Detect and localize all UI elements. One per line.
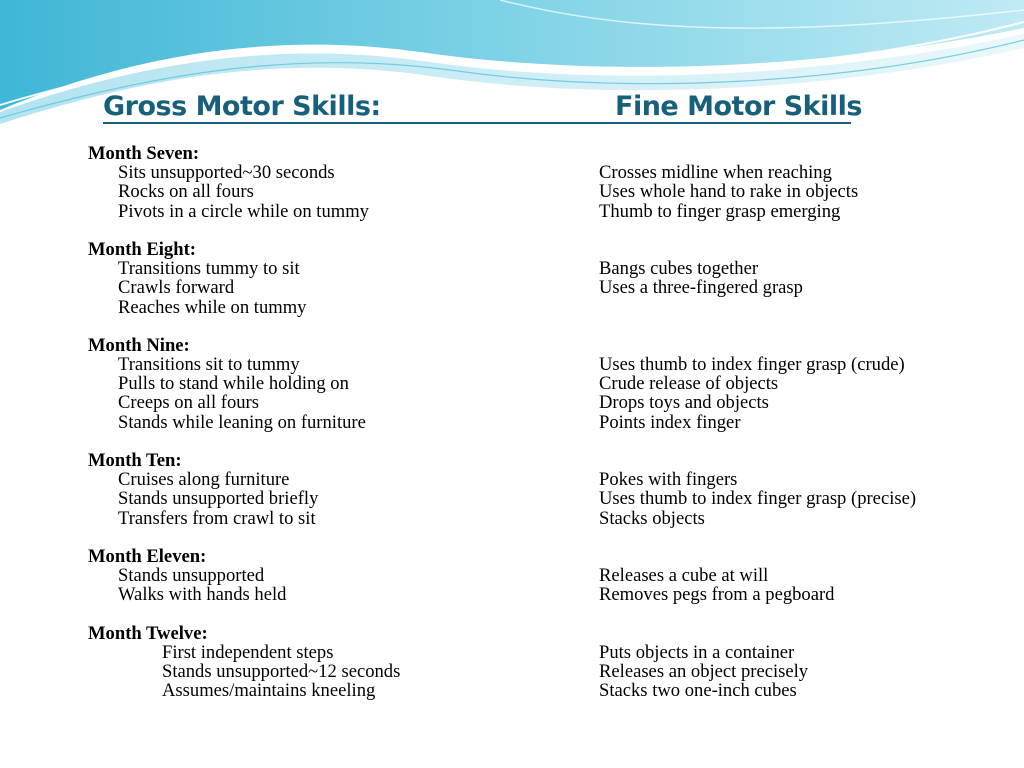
month-eight-block (88, 238, 803, 318)
skill-row (88, 200, 841, 222)
skill-row (88, 488, 917, 510)
fine-skill: Crosses midline when reaching (599, 162, 832, 184)
month-heading: Month Eleven: (88, 545, 207, 567)
gross-motor-heading: Gross Motor Skills: (103, 91, 381, 122)
slide-title (103, 91, 862, 124)
skills-table (88, 143, 917, 720)
gross-skill: Creeps on all fours (118, 392, 259, 414)
fine-skill: Removes pegs from a pegboard (599, 584, 835, 606)
skill-row (88, 565, 769, 587)
gross-skill: Transfers from crawl to sit (118, 507, 316, 529)
skill-row (88, 277, 803, 299)
skill-row (88, 584, 835, 606)
skill-row (88, 680, 797, 702)
fine-skill: Drops toys and objects (599, 392, 769, 414)
fine-skill: Uses whole hand to rake in objects (599, 181, 859, 203)
gross-skill: Cruises along furniture (118, 469, 290, 491)
month-twelve-block (88, 622, 809, 702)
fine-skill: Thumb to finger grasp emerging (599, 200, 841, 222)
fine-skill: Uses thumb to index finger grasp (crude) (599, 354, 905, 376)
skill-row (88, 641, 795, 663)
skill-row (88, 354, 905, 376)
gross-skill: Stands unsupported briefly (118, 488, 319, 510)
gross-skill: Transitions sit to tummy (118, 354, 300, 376)
month-ten-block (88, 450, 917, 529)
gross-skill: Stands unsupported (118, 565, 265, 587)
fine-motor-heading: Fine Motor Skills (615, 91, 862, 122)
gross-skill: Transitions tummy to sit (118, 258, 300, 280)
skill-row (88, 392, 769, 414)
gross-skill: Crawls forward (118, 277, 235, 299)
gross-skill: Reaches while on tummy (118, 296, 307, 318)
month-heading: Month Ten: (88, 450, 182, 471)
fine-skill: Puts objects in a container (599, 641, 795, 663)
fine-skill: Stacks objects (599, 507, 705, 529)
fine-skill: Releases an object precisely (599, 661, 809, 683)
gross-skill: Sits unsupported~30 seconds (118, 162, 335, 184)
fine-skill: Uses thumb to index finger grasp (precise) (599, 488, 917, 510)
month-heading: Month Eight: (88, 238, 196, 260)
month-heading: Month Nine: (88, 334, 190, 356)
skill-row (88, 258, 759, 280)
skill-row (88, 373, 779, 395)
gross-skill: Assumes/maintains kneeling (162, 680, 376, 702)
fine-skill: Points index finger (599, 411, 741, 433)
month-nine-block (88, 334, 905, 433)
skill-row (88, 469, 738, 491)
fine-skill: Releases a cube at will (599, 565, 769, 587)
fine-skill: Crude release of objects (599, 373, 779, 395)
skill-row (88, 296, 307, 318)
month-heading: Month Twelve: (88, 622, 208, 644)
gross-skill: Stands while leaning on furniture (118, 411, 366, 433)
gross-skill: Rocks on all fours (118, 181, 254, 203)
skill-row (88, 507, 705, 529)
skill-row (88, 181, 859, 203)
skill-row (88, 661, 809, 683)
fine-skill: Pokes with fingers (599, 469, 738, 491)
gross-skill: Stands unsupported~12 seconds (162, 661, 401, 683)
gross-skill: First independent steps (162, 641, 334, 663)
gross-skill: Walks with hands held (118, 584, 287, 606)
fine-skill: Bangs cubes together (599, 258, 759, 280)
month-eleven-block (88, 545, 835, 606)
month-heading: Month Seven: (88, 143, 200, 164)
skill-row (88, 411, 741, 433)
month-seven-block (88, 143, 859, 222)
skill-row (88, 162, 832, 184)
fine-skill: Uses a three-fingered grasp (599, 277, 803, 299)
gross-skill: Pivots in a circle while on tummy (118, 200, 369, 222)
fine-skill: Stacks two one-inch cubes (599, 680, 797, 702)
gross-skill: Pulls to stand while holding on (118, 373, 349, 395)
